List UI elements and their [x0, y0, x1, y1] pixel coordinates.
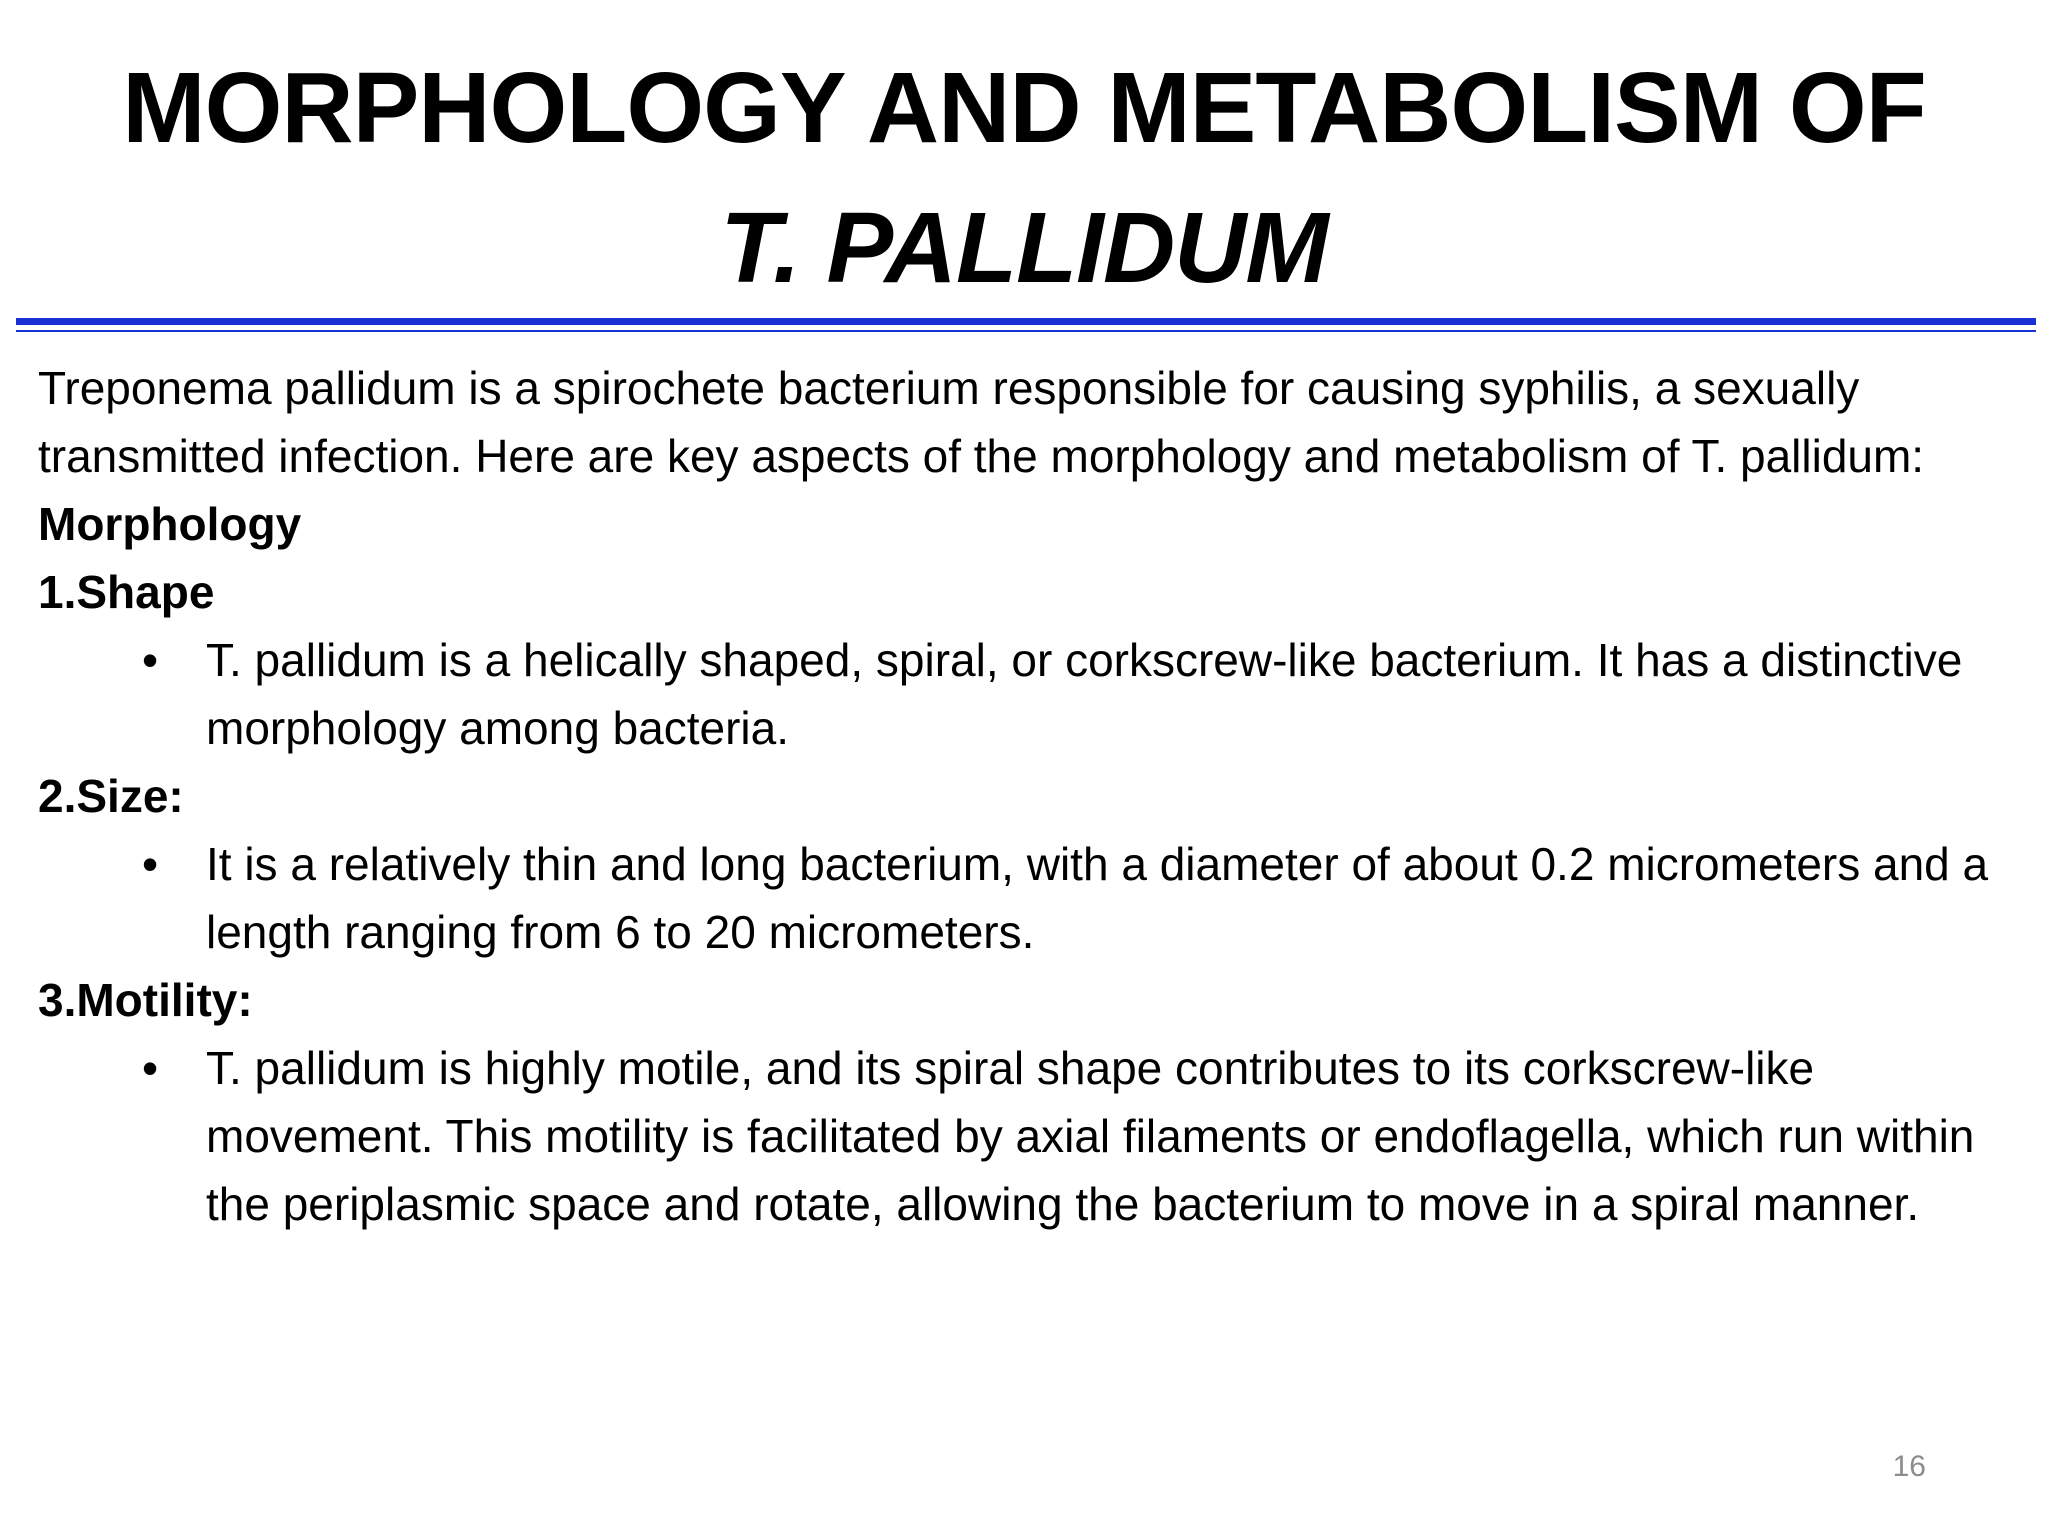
bullet-list-shape [38, 626, 2028, 762]
intro-paragraph: Treponema pallidum is a spirochete bacterium responsible for causing syphilis, a sexually transmitted infection. Here are key aspects of the morphology and metabolism of T. pallidum: [38, 362, 1925, 482]
title-line-1: MORPHOLOGY AND METABOLISM OF [122, 52, 1926, 164]
slide-title [0, 38, 2048, 318]
list-item [38, 1034, 2028, 1238]
bullet-list-size [38, 830, 2028, 966]
bullet-icon: • [142, 1042, 159, 1094]
slide-body [38, 354, 2028, 1238]
list-item [38, 626, 2028, 762]
page-number: 16 [1892, 1450, 1926, 1483]
bullet-text: T. pallidum is highly motile, and its spiral shape contributes to its corkscrew-like movement. This motility is facilitated by axial filaments or endoflagella, which run within the periplasmic space and rotate, allowing the bacterium to move in a spiral manner. [206, 1042, 1975, 1230]
title-divider-thick [16, 318, 2036, 325]
bullet-list-motility [38, 1034, 2028, 1238]
item-heading-size: 2.Size: [38, 770, 184, 822]
bullet-text: T. pallidum is a helically shaped, spiral, or corkscrew-like bacterium. It has a distinctive morphology among bacteria. [206, 634, 1963, 754]
bullet-icon: • [142, 634, 159, 686]
item-heading-shape: 1.Shape [38, 566, 215, 618]
title-line-2: T. PALLIDUM [720, 192, 1328, 304]
bullet-icon: • [142, 838, 159, 890]
bullet-text: It is a relatively thin and long bacterium, with a diameter of about 0.2 micrometers and a length ranging from 6 to 20 micrometers. [206, 838, 1989, 958]
section-heading-morphology: Morphology [38, 498, 302, 550]
title-divider-thin [16, 330, 2036, 332]
item-heading-motility: 3.Motility: [38, 974, 253, 1026]
list-item [38, 830, 2028, 966]
